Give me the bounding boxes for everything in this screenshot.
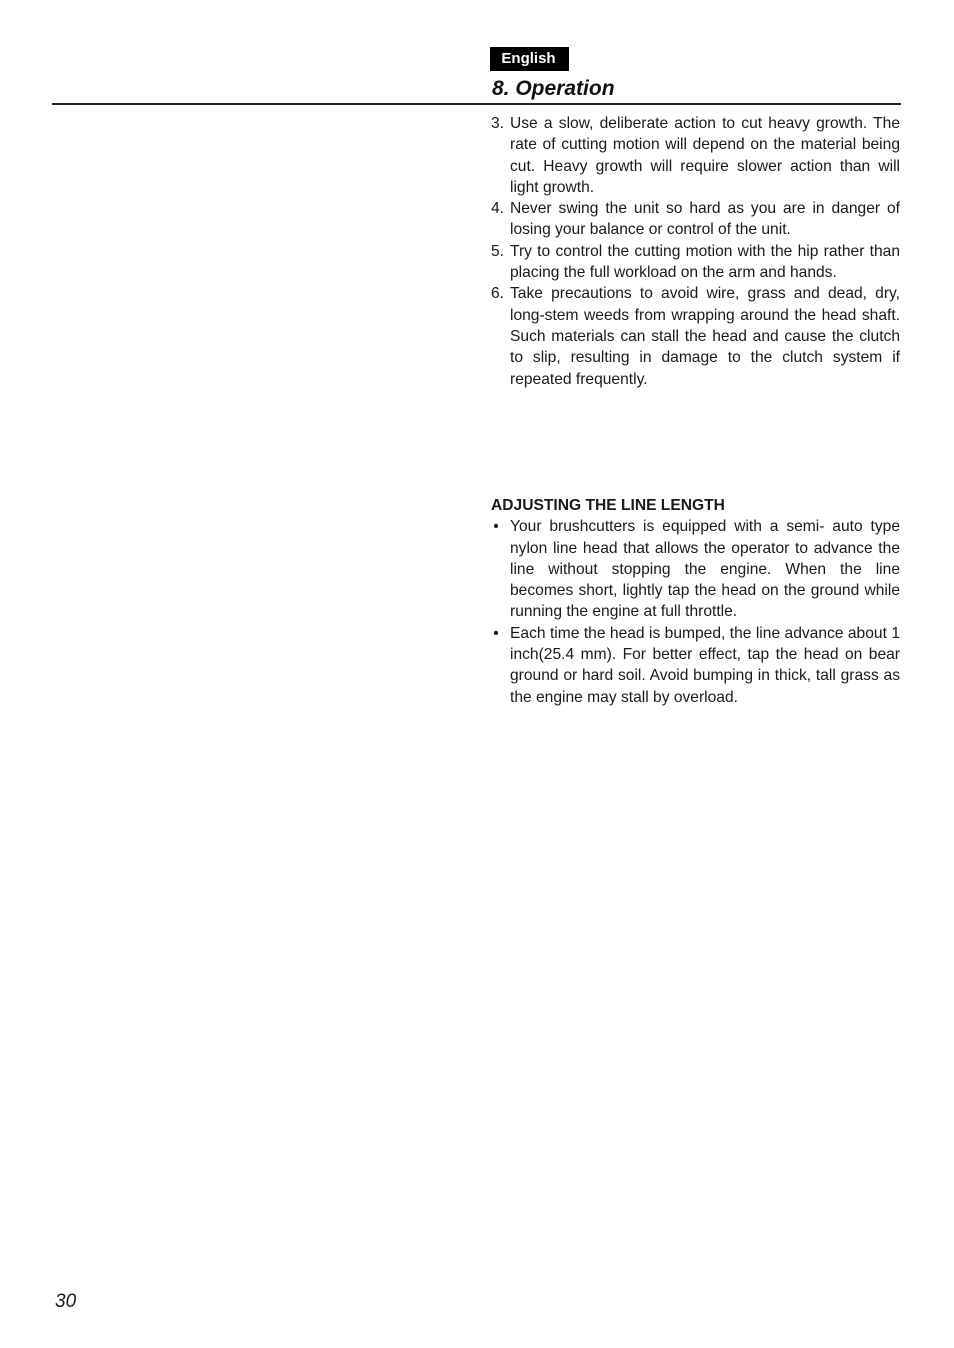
bullet-icon: • (493, 518, 499, 536)
step-number: 6. (491, 285, 505, 303)
section-title: 8. Operation (492, 77, 615, 100)
step-item (491, 241, 900, 284)
bullet-item (491, 623, 900, 708)
step-item (491, 113, 900, 198)
step-number: 3. (491, 115, 505, 132)
adjusting-line-length-section (491, 495, 900, 708)
bullet-icon: • (493, 624, 499, 642)
bullet-text: Each time the head is bumped, the line advance about 1 inch(25.4 mm). For better effect, tap the head on bear ground or hard soil. Avoid bumping in thick, tall grass as the engine may stall by overload. (510, 624, 900, 706)
operation-steps (491, 113, 900, 390)
step-number: 5. (491, 242, 505, 260)
bullet-text: Your brushcutters is equipped with a semi- auto type nylon line head that allows the operator to advance the line without stopping the engine. When the line becomes short, lightly tap the head on the ground while running the engine at full throttle. (510, 518, 900, 621)
adjusting-heading: ADJUSTING THE LINE LENGTH (491, 497, 725, 514)
page-number: 30 (55, 1291, 77, 1312)
bullet-item (491, 516, 900, 622)
header-divider (52, 103, 901, 105)
step-text: Try to control the cutting motion with the hip rather than placing the full workload on the arm and hands. (510, 242, 900, 282)
language-badge: English (490, 47, 569, 71)
step-number: 4. (491, 200, 505, 218)
step-text: Use a slow, deliberate action to cut heavy growth. The rate of cutting motion will depend on the material being cut. Heavy growth will require slower action than will light growth. (510, 115, 900, 196)
step-item (491, 198, 900, 241)
step-list (491, 113, 900, 390)
step-item (491, 283, 900, 389)
step-text: Never swing the unit so hard as you are in danger of losing your balance or control of the unit. (510, 200, 900, 239)
step-text: Take precautions to avoid wire, grass and dead, dry, long-stem weeds from wrapping around the head shaft. Such materials can stall the head and cause the clutch to slip, resulting in damage to the clutch system if repeated frequently. (510, 285, 900, 388)
adjusting-bullet-list (491, 516, 900, 708)
